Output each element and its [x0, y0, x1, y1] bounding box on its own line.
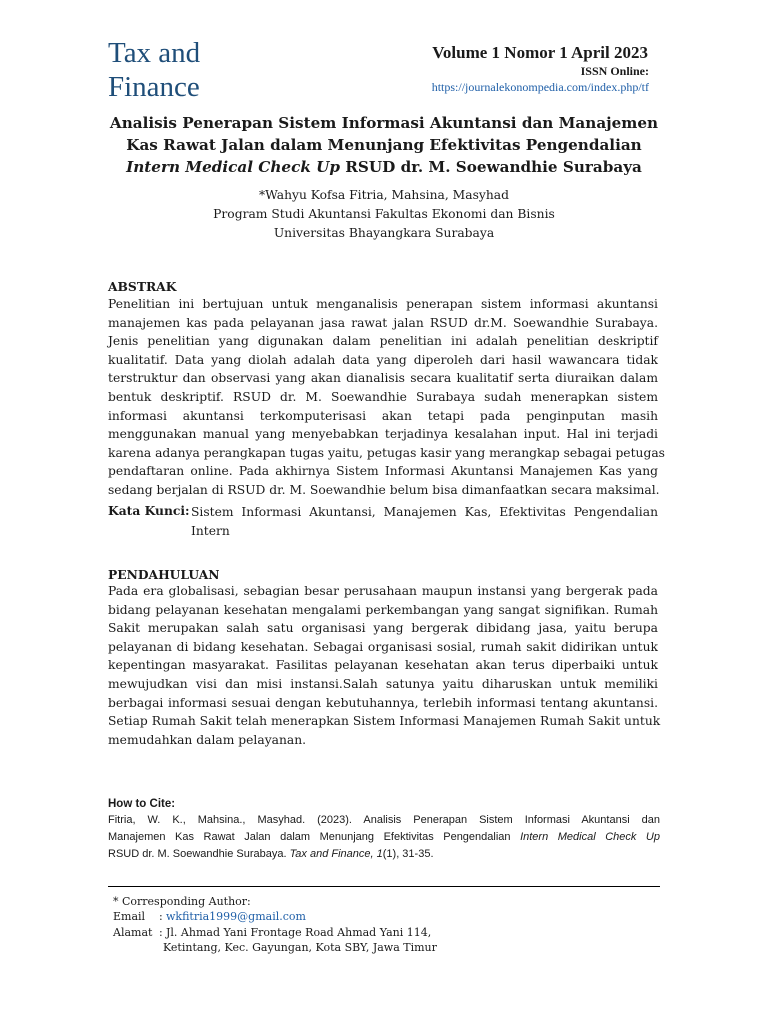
address-line-1: Jl. Ahmad Yani Frontage Road Ahmad Yani 114, — [166, 926, 432, 939]
keywords-text — [191, 503, 658, 541]
abstract-heading: ABSTRAK — [108, 279, 177, 294]
address-separator: : — [159, 926, 163, 939]
abstract-line: karena adanya perangkapan tugas yaitu, petugas kasir yang merangkap sebagai petugas — [108, 445, 665, 460]
abstract-line: pendaftaran online. Pada akhirnya Sistem Informasi Akuntansi Manajemen Kas yang — [108, 464, 658, 479]
author-names: *Wahyu Kofsa Fitria, Mahsina, Masyhad — [259, 188, 509, 202]
keywords-line-1: Sistem Informasi Akuntansi, Manajemen Kas, Efektivitas Pengendalian — [191, 505, 658, 519]
journal-name-line2: Finance — [108, 71, 200, 103]
abstract-body — [108, 295, 665, 500]
corresponding-author-label: * Corresponding Author: — [113, 895, 251, 908]
email-label: Email — [113, 910, 146, 923]
citation-line-2-italic: Intern Medical Check Up — [520, 831, 660, 843]
title-line-2: Kas Rawat Jalan dalam Menunjang Efektivitas Pengendalian — [126, 136, 642, 154]
abstract-line: bentuk deskriptif. RSUD dr. M. Soewandhie Surabaya sudah menerapkan sistem — [108, 389, 658, 404]
citation-line-2 — [108, 829, 660, 846]
intro-line: pelayanan di bidang kesehatan. Sebagai organisasi sosial, rumah sakit didirikan untuk — [108, 639, 658, 654]
issn-label: ISSN Online: — [580, 64, 649, 78]
author-block — [108, 186, 660, 243]
citation-heading: How to Cite: — [108, 798, 176, 810]
title-italic-part: Intern Medical Check Up — [126, 158, 341, 176]
abstract-line: menggunakan manual yang menyebabkan terjadinya kesalahan input. Hal ini terjadi — [108, 427, 658, 442]
address-line-2: Ketintang, Kec. Gayungan, Kota SBY, Jawa Timur — [163, 941, 437, 954]
email-link[interactable]: wkfitria1999@gmail.com — [166, 910, 306, 923]
intro-line: Sakit merupakan salah satu organisasi yang bergerak dibidang jasa, yaitu berupa — [108, 621, 658, 636]
affiliation-line-2: Universitas Bhayangkara Surabaya — [273, 226, 495, 240]
title-rest-part: RSUD dr. M. Soewandhie Surabaya — [340, 158, 642, 176]
keywords-line-2: Intern — [191, 524, 230, 538]
journal-url-link[interactable]: https://journalekonompedia.com/index.php/tf — [431, 80, 649, 94]
abstract-line: Jenis penelitian yang digunakan dalam penelitian ini adalah penelitian deskriptif — [108, 334, 658, 349]
email-separator: : — [159, 910, 163, 923]
citation-line-2-plain: Manajemen Kas Rawat Jalan dalam Menunjang Efektivitas Pengendalian — [108, 831, 521, 843]
citation-line-1: Fitria, W. K., Mahsina., Masyhad. (2023). Analisis Penerapan Sistem Informasi Akuntansi dan — [108, 814, 660, 826]
intro-line: Pada era globalisasi, sebagian besar perusahaan maupun instansi yang bergerak pada — [108, 584, 658, 598]
intro-body — [108, 582, 661, 749]
intro-line: memudahkan dalam pelayanan. — [108, 732, 307, 747]
citation-line-3 — [108, 846, 660, 863]
intro-line: Setiap Rumah Sakit telah menerapkan Sistem Informasi Manajemen Rumah Sakit untuk — [108, 714, 661, 729]
title-line-3 — [108, 156, 660, 178]
abstract-line: manajemen kas pada pelayanan jasa rawat jalan RSUD dr.M. Soewandhie Surabaya. — [108, 315, 658, 330]
intro-line: berbagai informasi sesuai dengan kebutuhannya, terlebih informasi tentang akuntansi. — [108, 695, 658, 710]
abstract-line: kualitatif. Data yang diolah adalah data yang diperoleh dari hasil wawancara tidak — [108, 352, 658, 367]
citation-line-3-plain: RSUD dr. M. Soewandhie Surabaya. — [108, 848, 290, 860]
keywords-label: Kata Kunci: — [108, 503, 190, 518]
journal-name-line1: Tax and — [108, 37, 201, 69]
abstract-line: Penelitian ini bertujuan untuk menganalisis penerapan sistem informasi akuntansi — [108, 297, 658, 311]
address-label: Alamat — [113, 926, 153, 939]
citation-line-3-end: (1), 31-35. — [382, 848, 434, 860]
citation-journal-italic: Tax and Finance, 1 — [289, 848, 383, 860]
volume-info: Volume 1 Nomor 1 April 2023 — [432, 43, 648, 62]
affiliation-line-1: Program Studi Akuntansi Fakultas Ekonomi dan Bisnis — [213, 207, 555, 221]
title-line-1: Analisis Penerapan Sistem Informasi Akuntansi dan Manajemen — [109, 114, 659, 132]
intro-heading: PENDAHULUAN — [108, 567, 220, 582]
abstract-line: informasi akuntansi terkomputerisasi akan tetapi pada penginputan masih — [108, 408, 658, 423]
footnote-divider — [108, 886, 660, 887]
article-title — [108, 112, 660, 178]
intro-line: bidang pelayanan kesehatan mengalami perkembangan yang sangat signifikan. Rumah — [108, 602, 658, 617]
abstract-line: sedang berjalan di RSUD dr. M. Soewandhie belum bisa dimanfaatkan secara maksimal. — [108, 482, 660, 497]
intro-line: kepentingan masyarakat. Fasilitas pelayanan kesehatan akan terus diperbaiki untuk — [108, 658, 658, 673]
journal-name — [108, 36, 268, 104]
intro-line: mewujudkan visi dan misi instansi.Salah satunya yaitu diharuskan untuk memiliki — [108, 676, 658, 691]
citation-text — [108, 812, 660, 863]
abstract-line: terstruktur dan observasi yang akan dianalisis secara kualitatif serta diuraikan dalam — [108, 371, 658, 386]
